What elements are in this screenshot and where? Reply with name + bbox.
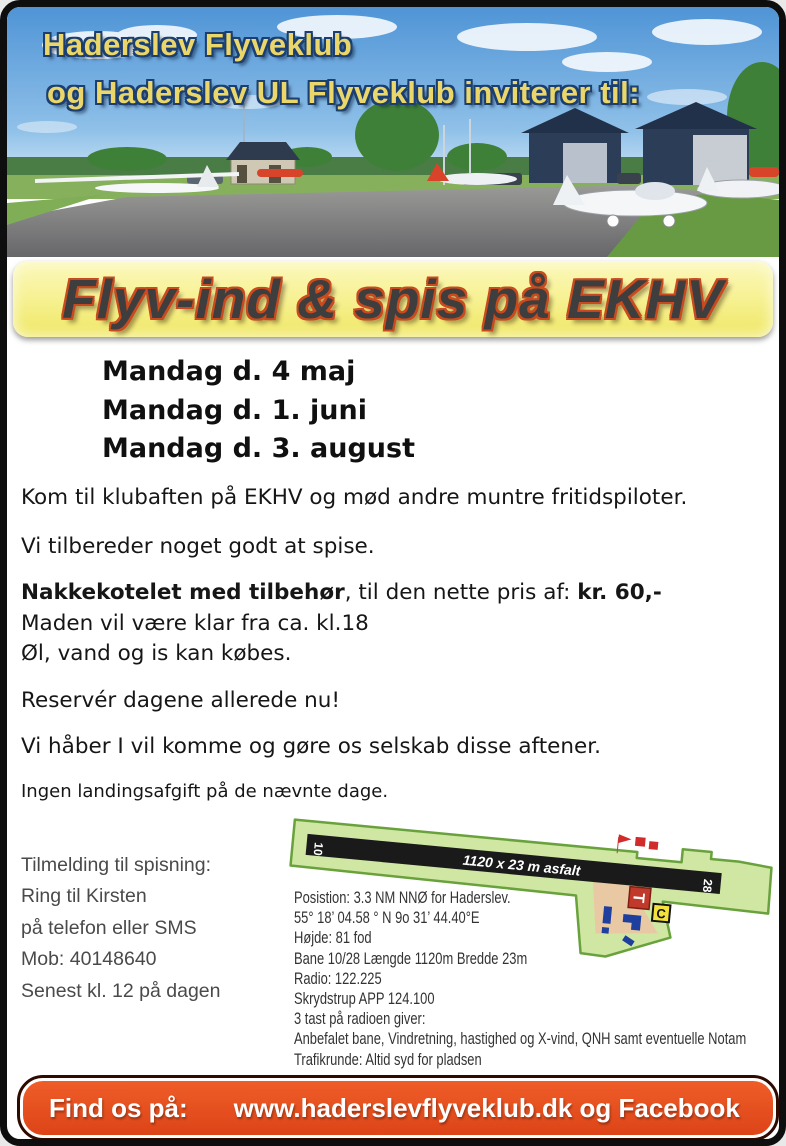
footer-label: Find os på: — [49, 1092, 188, 1123]
drinks-text: Øl, vand og is kan købes. — [21, 641, 292, 666]
event-date-1: Mandag d. 4 maj — [102, 356, 356, 387]
runway-dimensions-label: 1120 x 23 m asfalt — [462, 851, 582, 879]
food-text: Vi tilbereder noget godt at spise. — [21, 534, 375, 559]
event-date-3: Mandag d. 3. august — [102, 433, 415, 464]
event-title: Flyv-ind & spis på EKHV — [62, 268, 724, 330]
intro-text: Kom til klubaften på EKHV og mød andre muntre fritidspiloter. — [21, 485, 688, 510]
event-banner — [13, 261, 773, 337]
info-radio-service-detail: Anbefalet bane, Vindretning, hastighed og X-vind, QNH samt eventuelle Notam — [294, 1029, 747, 1049]
footer-bar — [17, 1075, 779, 1141]
event-date-2: Mandag d. 1. juni — [102, 394, 367, 426]
info-runway: Bane 10/28 Længde 1120m Bredde 23m — [294, 948, 528, 968]
footer-url: www.haderslevflyveklub.dk og Facebook — [233, 1092, 740, 1123]
club-title-line1: Haderslev Flyveklub — [43, 27, 353, 62]
contact-phone: Mob: 40148640 — [21, 948, 157, 971]
contact-name: Ring til Kirsten — [21, 885, 147, 908]
info-traffic-pattern: Trafikrunde: Altid syd for pladsen — [294, 1049, 482, 1069]
header-photo — [7, 7, 779, 257]
info-radio: Radio: 122.225 — [294, 968, 382, 988]
price-intro: , til den nette pris af: — [344, 580, 578, 605]
landing-fee-text: Ingen landingsafgift på de nævnte dage. — [21, 781, 389, 802]
event-dates — [102, 353, 415, 469]
hope-text: Vi håber I vil komme og gøre os selskab disse aftener. — [21, 734, 601, 759]
airfield-info — [294, 888, 746, 1070]
info-app-frequency: Skrydstrup APP 124.100 — [294, 989, 435, 1009]
info-elevation: Højde: 81 fod — [294, 928, 372, 948]
menu-item: Nakkekotelet med tilbehør — [21, 580, 345, 605]
menu-price-text — [21, 580, 662, 605]
contact-heading: Tilmelding til spisning: — [21, 854, 212, 876]
c-label: C — [655, 905, 667, 922]
contact-method: på telefon eller SMS — [21, 916, 197, 939]
club-title-line2: og Haderslev UL Flyveklub inviterer til: — [47, 75, 641, 110]
contact-info — [21, 850, 221, 1007]
contact-deadline: Senest kl. 12 på dagen — [21, 979, 221, 1002]
food-ready-text: Maden vil være klar fra ca. kl.18 — [21, 611, 369, 636]
info-coordinates: 55° 18’ 04.58 ° N 9o 31’ 44.40°E — [294, 908, 480, 928]
info-radio-service: 3 tast på radioen giver: — [294, 1009, 426, 1029]
tower-label: T — [629, 892, 647, 904]
price: kr. 60,- — [577, 580, 662, 605]
runway-end-10-label: 10 — [310, 841, 326, 857]
footer-inner — [23, 1081, 773, 1135]
runway-end-28-label: 28 — [699, 878, 716, 894]
reserve-text: Reservér dagene allerede nu! — [21, 688, 341, 713]
info-position: Posistion: 3.3 NM NNØ for Haderslev. — [294, 888, 511, 907]
